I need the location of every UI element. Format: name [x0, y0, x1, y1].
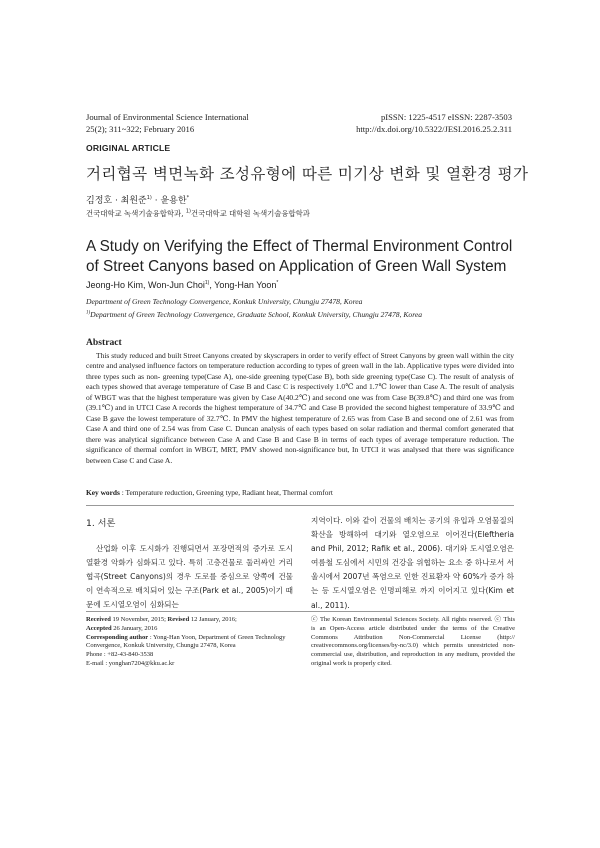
affiliation-line-2 — [86, 310, 422, 319]
korean-affiliation-b: 건국대학교 대학원 녹색기술융합학과 — [191, 209, 310, 218]
english-author-names-a: Jeong-Ho Kim, Won-Jun Choi — [86, 280, 205, 290]
received-date: 19 November, 2015; — [110, 616, 168, 623]
email-link[interactable]: E-mail : yonghan7204@kku.ac.kr — [86, 659, 175, 667]
korean-affiliation-sup: 1) — [185, 208, 192, 215]
footer-divider — [86, 611, 514, 612]
affiliation-line-2-text: Department of Green Technology Convergence, Graduate School, Konkuk University, Chungju 27478, Korea — [90, 310, 423, 319]
english-author-sup-1: 1) — [204, 280, 210, 286]
abstract-text: This study reduced and built Street Canyons created by skyscrapers in order to verify effect of Street Canyons by green wall within the city centre and analysed influence factors on temperature reduction according to types of green wall in the lab. Applicative types were divided into three types such as non- greening type(Case A), one-side greening type(Case B), both side greening type(Case C). The result of analysis of each types showed that average temperature of Case B and Casc C is respectively 1.0℃ and 1.7℃ lower than Case A. The result of analysis of WBGT was that the highest temperature was given by Case A(40.2℃) and second one was from Case B(39.8℃) and third one was from (39.1℃) and in UTCI Case A records the highest temperature of 34.7℃ and Case B provided the second highest temperature of 33.9℃ and Case B gave the lowest temperature of 32.7℃. In PMV the highest temperature of 2.65 was from Case B and second one of 2.61 was from Case A and third one of 2.54 was from Case C. Duncan analysis of each types based on solar radiation and thermal comfort generated that there was analytical significance between Case A and Case B and Case B in terms of each types of average temperature reduction. The significance of thermal comfort in WBGT, MRT, PMV showed non-significance but, In UTCI it was analysed that there was significance between Case C and Case A. — [86, 351, 514, 465]
journal-identifiers — [356, 112, 512, 135]
abstract-heading: Abstract — [86, 337, 122, 348]
english-author-names-b: , Yong-Han Yoon — [209, 280, 277, 290]
korean-author-sup-star: * — [186, 195, 190, 201]
article-history — [86, 616, 294, 669]
english-authors — [86, 280, 278, 290]
korean-author-sup-1: 1) — [146, 195, 152, 201]
issn: pISSN: 1225-4517 eISSN: 2287-3503 — [380, 112, 512, 122]
body-column-left: 산업화 이후 도시화가 진행되면서 포장면적의 증가로 도시열환경 악화가 심화되고 있다. 특히 고층건물로 둘러싸인 거리협곡(Street Canyons)의 경우 도로를 중심으로 양쪽에 건물이 연속적으로 배치되어 있는 구조(Park et al., 2005)이기 때문에 도시열오염이 심화되는 — [86, 544, 293, 610]
korean-author-names-b: · 윤용한 — [151, 196, 187, 206]
article-type-label: ORIGINAL ARTICLE — [86, 143, 171, 153]
doi-link[interactable]: http://dx.doi.org/10.5322/JESI.2016.25.2.311 — [356, 123, 512, 134]
journal-name: Journal of Environmental Science International — [86, 112, 249, 122]
received-line — [86, 616, 294, 625]
body-column-right: 지역이다. 이와 같이 건물의 배치는 공기의 유입과 오염물질의 확산을 방해하여 대기와 열오염으로 이어진다(Eleftheria and Phil, 2012; Rafik et al., 2006). 대기와 도시열오염은 여름철 도심에서 시민의 건강을 위협하는 요소 중 하나로서 서울시에서 2007년 폭염으로 인한 진료환자 약 60%가 증가 하는 등 도시열오염은 인명피해로 까지 이어지고 있다(Kim et al., 2011). — [311, 516, 514, 610]
revised-date: 12 January, 2016; — [189, 616, 237, 623]
korean-title: 거리협곡 벽면녹화 조성유형에 따른 미기상 변화 및 열환경 평가 — [86, 165, 529, 183]
section-heading-introduction: 1. 서론 — [86, 518, 116, 529]
korean-author-names-a: 김정호 · 최원준 — [86, 196, 147, 206]
corresponding-author — [86, 634, 294, 652]
corresponding-label: Corresponding author — [86, 633, 149, 641]
accepted-line — [86, 625, 294, 634]
journal-volume: 25(2); 311~322; February 2016 — [86, 123, 195, 134]
affiliation-line-1: Department of Green Technology Convergence, Konkuk University, Chungju 27478, Korea — [86, 297, 363, 306]
affiliation-sup: 1) — [86, 310, 91, 316]
keywords-label: Key words — [86, 488, 120, 497]
journal-info — [86, 112, 249, 135]
keywords — [86, 488, 333, 497]
english-title: A Study on Verifying the Effect of Thermal Environment Control of Street Canyons based on Application of Green Wall System — [86, 238, 513, 275]
korean-affiliation-a: 건국대학교 녹색기술융합학과, — [86, 209, 186, 218]
korean-affiliation — [86, 208, 310, 219]
section-divider — [86, 505, 514, 506]
english-author-sup-star: * — [276, 280, 279, 286]
keywords-text: : Temperature reduction, Greening type, Radiant heat, Thermal comfort — [119, 488, 333, 497]
corresponding-text: : Yong-Han Yoon, Department of Green Technology Convergence, Konkuk University, Chungju 27478, Korea — [86, 633, 286, 650]
received-label: Received — [86, 616, 111, 623]
accepted-label: Accepted — [86, 624, 112, 632]
license-notice: ⓒ The Korean Environmental Sciences Society. All rights reserved. ⓒ This is an Open-Access article distributed under the terms of the Creative Commons Attribution Non-Commercial License (http:// creativecommons.org/licenses/by-nc/3.0) which permits unrestricted non-commercial use, distribution, and reproduction in any medium, provided the original work is properly cited. — [311, 616, 515, 667]
revised-label: Revised — [167, 616, 190, 623]
accepted-date: 26 January, 2016 — [111, 624, 158, 632]
phone: Phone : +82-43-840-3538 — [86, 651, 154, 659]
korean-authors — [86, 193, 189, 206]
